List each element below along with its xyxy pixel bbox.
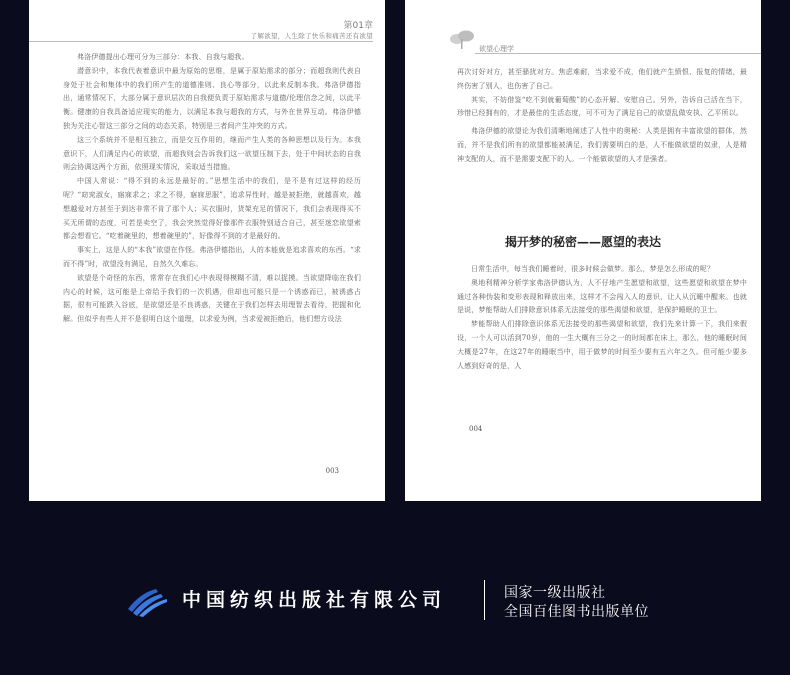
right-book-page [405, 0, 761, 501]
brand-label: 欲望心理学 [479, 45, 514, 53]
paragraph: 日常生活中，每当我们睡着时，很多时候会做梦。那么，梦是怎么形成的呢？ [471, 265, 715, 273]
paragraph: 欲望是个奇怪的东西，常常存在我们心中表现得模糊不清，难以捉摸。当欲望降临在我们内心的时候，这可能是上帝给予我们的一次机遇，但却也可能只是一个诱惑而已，被诱惑占据，很有可能跌入谷底，是欲望还是不良诱惑，关键在于我们怎样去用理智去看待，把握和化解。但似乎有些人并不是很明白这个道理，以求爱为例，当求爱被拒绝后，他们想方设法 [63, 273, 361, 324]
chapter-label: 第01章 [343, 21, 373, 31]
publisher-tagline: 国家一级出版社 [504, 585, 606, 601]
chapter-subtitle: 了解欲望，人生除了快乐和痛苦还有欲望 [250, 32, 373, 40]
page-number: 004 [469, 425, 483, 433]
footer-divider [484, 580, 485, 620]
paragraph: 奥地利精神分析学家弗洛伊德认为，人不仔地产生愿望和欲望，这些愿望和欲望在梦中通过各种伪装和变形表现和释放出来，这样才不会闯入人的意识，让人从沉睡中醒来。也就是说，梦能帮助人们排除意识体系无法接受的那些渴望和欲望，是保护睡眠的卫士。 [457, 278, 747, 315]
page-number: 003 [325, 467, 339, 475]
plant-logo-icon [449, 30, 475, 50]
paragraph: 其实，不妨借鉴“吃不到就葡萄酸”的心态开解、安慰自己。另外，告诉自己活在当下，珍惜已经拥有的，才是最佳的生活态度，可不可为了满足自己的欲望乱做安执、乙平所以。 [457, 95, 747, 118]
paragraph: 中国人常说：“得不到的永远是最好的。”思想生活中的我们，是不是有过这样的经历呢？“窈窕淑女，寤寐求之；求之不得，寤寐思服”，追求异性时，越是被拒绝，就越喜欢，越想越爱对方甚至于到达非常不肯了那个人；买衣服时，货架充足的情况下，我们会表现得买不买无所谓的态度，可若是卖空了，我会突然觉得好像那件衣服特别适合自己，甚至迷恋欲望索都会想看它。“吃着碗里的，想着碗里的”，好像得不到的才是最好的。 [63, 177, 361, 241]
publisher-tagline: 全国百佳图书出版单位 [504, 604, 649, 620]
paragraph: 再次讨好对方，甚至骚扰对方。焦虑难耐，当求爱不成，他们就产生愤恨、报复的情绪，最终伤害了别人，也伤害了自己。 [457, 68, 747, 90]
section-title: 揭开梦的秘密——愿望的表达 [504, 235, 661, 249]
paragraph: 这三个系统并不是相互独立，而是交互作用的，继而产生人类的各种思想以及行为。本我意识下，人们满足内心的欲望，而超我则会告诉我们这一欲望压制下去，处于中间状态的自我则会协调这两个方面，依照现实情况，采取适当措施。 [63, 135, 361, 172]
paragraph: 潜意识中，本我代表着意识中最为原始的思维，是属于原始需求的部分；而超我则代表自身处于社会和集体中的我们所产生的道德准则、良心等部分，以此来反制本我。弗洛伊德指出，通常情况下，大部分属于意识层次的自我便负责于原始需求与道德/伦理信念之间，以此平衡。健康的自我具备适应现实的能力，以满足本我与超我的方式，与外在世界互动。弗洛伊德独为关注心智这三部分之间的动态关系，特别是三者间产生冲突的方式。 [63, 66, 361, 130]
header-rule [29, 41, 373, 42]
publisher-logo-icon [126, 585, 168, 617]
right-body-text-bottom [457, 263, 747, 373]
left-book-page [29, 0, 385, 501]
publisher-name: 中国纺织出版社有限公司 [182, 589, 447, 611]
paragraph: 弗洛伊德提出心理可分为三部分：本我、自我与超我。 [77, 53, 249, 61]
paragraph: 梦能帮助人们排除意识体系无法接受的那些渴望和欲望，我们先来计算一下，我们来假设，一个人可以活到70岁，他的一生大概有三分之一的时间都在床上，那么，他的睡眠时间大概是27年，在这27年的睡眠当中，用于做梦的时间至少要有五六年之久。但可能少要多人感到好奇的是，人 [457, 320, 747, 370]
paragraph: 事实上，这是人的“本我”欲望在作怪。弗洛伊德指出，人的本能就是追求喜欢的东西。“求而不得”时，欲望没有满足，自然久久难忘。 [63, 246, 361, 268]
paragraph: 弗洛伊德的欲望论为我们清晰地阐述了人性中的奥秘：人类是拥有丰富欲望的群体，然而，并不是我们所有的欲望都能被满足，我们需要明白的是，人不能做欲望的奴隶，人是精神支配的人，而不是需要支配下的人。一个能做欲望的人才是强者。 [457, 127, 747, 163]
right-body-text-top [457, 66, 747, 167]
header-rule [475, 53, 761, 54]
left-body-text [63, 51, 361, 327]
